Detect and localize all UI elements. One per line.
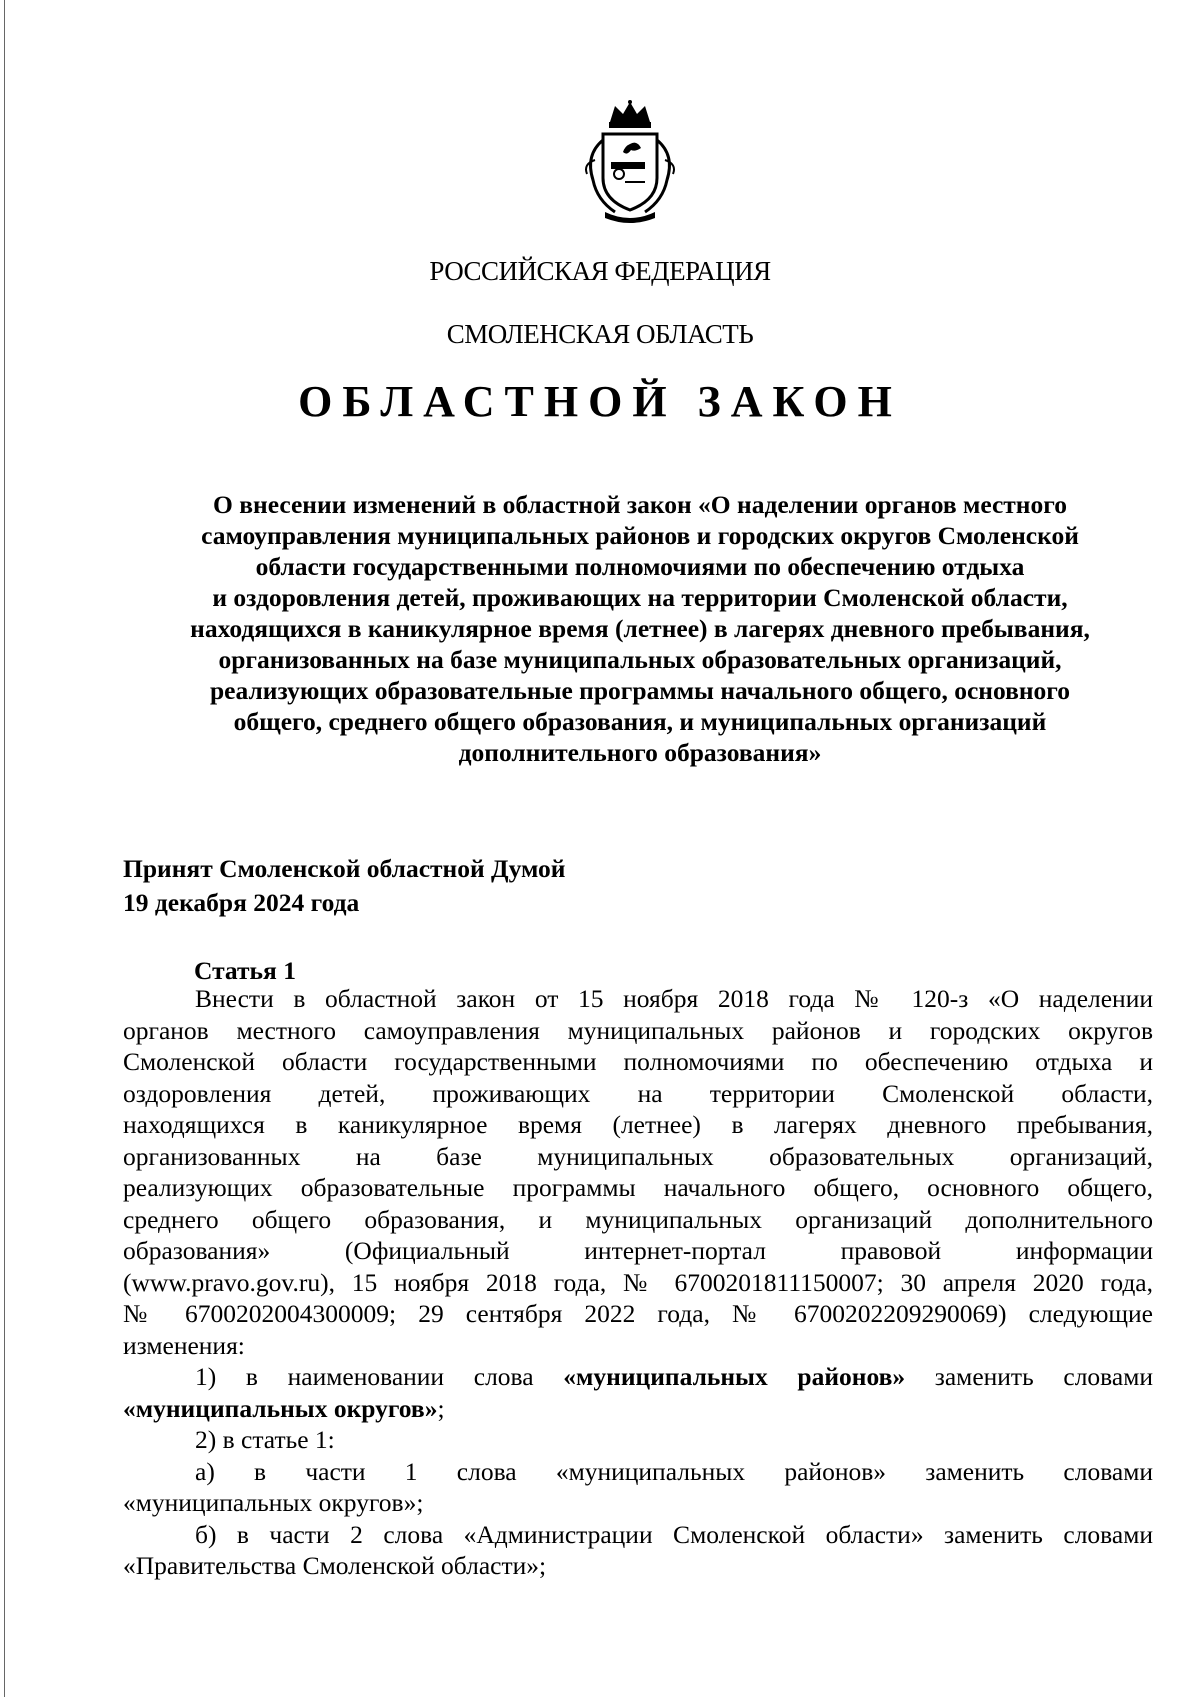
body-line: (www.pravo.gov.ru), 15 ноября 2018 года, № 6700201811150007; 30 апреля 2020 года, [123,1267,1153,1297]
item-2b-line: б) в части 2 слова «Администрации Смоленской области» заменить словами [195,1519,1153,1549]
law-title-line: находящихся в каникулярное время (летнее) в лагерях дневного пребывания, [190,614,1090,643]
body-line: образования» (Официальный интернет-портал правовой информации [123,1236,1153,1265]
law-title-line: самоуправления муниципальных районов и городских округов Смоленской [201,521,1079,550]
item-2b-line-2: «Правительства Смоленской области»; [123,1551,547,1580]
law-title-line: и оздоровления детей, проживающих на территории Смоленской области, [212,583,1068,612]
scan-edge-line [4,0,5,1697]
article-heading: Статья 1 [194,956,296,985]
item-1-middle: заменить словами [905,1362,1153,1391]
body-line: Смоленской области государственными полномочиями по обеспечению отдыха и [123,1047,1153,1076]
article-body [123,983,1153,1582]
item-1-new-words: «муниципальных округов» [123,1393,438,1423]
law-title-line: организованных на базе муниципальных образовательных организаций, [218,645,1062,674]
item-2a-line-2: «муниципальных округов»; [123,1488,424,1517]
body-line: организованных на базе муниципальных образовательных организаций, [123,1141,1153,1171]
body-line: оздоровления детей, проживающих на территории Смоленской области, [123,1078,1153,1108]
body-line: органов местного самоуправления муниципальных районов и городских округов [123,1015,1153,1045]
adoption-block [123,852,565,920]
adopted-date: 19 декабря 2024 года [123,888,360,917]
body-line: реализующих образовательные программы начального общего, основного общего, [123,1173,1153,1202]
law-title-line: общего, среднего общего образования, и муниципальных организаций [233,707,1047,736]
body-line: № 6700202004300009; 29 сентября 2022 года, № 6700202209290069) следующие [123,1299,1153,1328]
law-title-line: реализующих образовательные программы начального общего, основного [209,676,1070,705]
item-1-prefix: 1) в наименовании слова [195,1362,564,1391]
law-title-line: дополнительного образования» [458,738,822,767]
law-title-line: О внесении изменений в областной закон «О наделении органов местного [213,490,1067,519]
body-line: среднего общего образования, и муниципальных организаций дополнительного [123,1204,1153,1234]
item-1-suffix: ; [437,1393,445,1423]
item-1-old-words: «муниципальных районов» [563,1362,906,1391]
adopted-by: Принят Смоленской областной Думой [123,854,566,883]
law-title [125,489,1155,768]
law-title-line: области государственными полномочиями по обеспечению отдыха [255,552,1025,581]
country-heading: РОССИЙСКАЯ ФЕДЕРАЦИЯ [429,256,771,286]
body-line: находящихся в каникулярное время (летнее) в лагерях дневного пребывания, [123,1110,1153,1139]
smolensk-coat-of-arms-icon [575,100,685,226]
item-2a-line: а) в части 1 слова «муниципальных районов» заменить словами [195,1456,1153,1486]
item-2: 2) в статье 1: [195,1425,335,1454]
item-1-line [123,1361,1153,1393]
region-heading: СМОЛЕНСКАЯ ОБЛАСТЬ [446,319,754,349]
body-line: Внести в областной закон от 15 ноября 2018 года № 120-з «О наделении [195,984,1153,1013]
document-type-title: ОБЛАСТНОЙ ЗАКОН [298,377,902,426]
item-1-line-2 [123,1393,1153,1425]
body-line: изменения: [123,1330,245,1360]
